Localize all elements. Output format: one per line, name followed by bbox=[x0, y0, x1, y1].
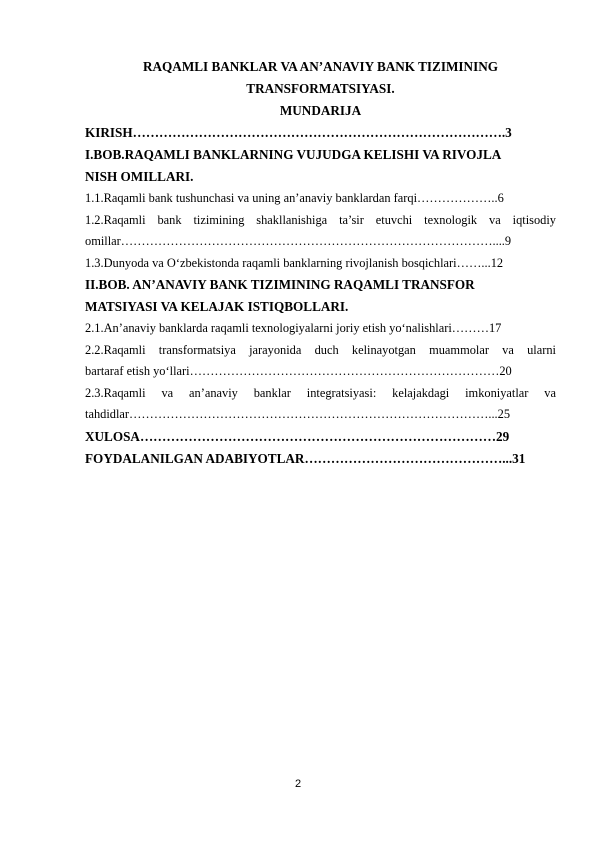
page-number: 2 bbox=[294, 778, 302, 790]
toc-entry-2-2-line-1: 2.2.Raqamli transformatsiya jarayonida duch kelinayotgan muammolar va ularni bbox=[85, 342, 556, 357]
toc-entry-1-2-line-1: 1.2.Raqamli bank tizimining shakllanishiga ta’sir etuvchi texnologik va iqtisodiy bbox=[85, 212, 556, 227]
toc-entry-intro: KIRISH………………………………………………………………………….3 bbox=[85, 125, 512, 140]
toc-entry-1-2-line-2: omillar………………………………………………………………………………....9 bbox=[85, 234, 512, 248]
toc-entry-1-3: 1.3.Dunyoda va O‘zbekistonda raqamli banklarning rivojlanish bosqichlari……...12 bbox=[85, 255, 504, 270]
toc-chapter-2-line-1: II.BOB. AN’ANAVIY BANK TIZIMINING RAQAMLI TRANSFOR bbox=[85, 277, 475, 292]
toc-chapter-1-line-1: I.BOB.RAQAMLI BANKLARNING VUJUDGA KELISHI VA RIVOJLA bbox=[85, 147, 502, 162]
toc-entry-conclusion: XULOSA………………………………………………………………………29 bbox=[85, 428, 510, 444]
toc-entry-2-3-line-2: tahdidlar……………………………………………………………………………...25 bbox=[85, 407, 511, 421]
toc-chapter-1-line-2: NISH OMILLARI. bbox=[85, 169, 194, 184]
toc-chapter-2-line-2: MATSIYASI VA KELAJAK ISTIQBOLLARI. bbox=[85, 299, 349, 314]
contents-block bbox=[85, 56, 556, 470]
document-title-line-1: RAQAMLI BANKLAR VA AN’ANAVIY BANK TIZIMINING bbox=[142, 59, 498, 74]
toc-entry-2-1: 2.1.An’anaviy banklarda raqamli texnologiyalarni joriy etish yo‘nalishlari………17 bbox=[85, 321, 502, 335]
toc-entry-2-3-line-1: 2.3.Raqamli va an’anaviy banklar integratsiyasi: kelajakdagi imkoniyatlar va bbox=[85, 385, 556, 400]
toc-entry-1-1: 1.1.Raqamli bank tushunchasi va uning an’anaviy banklardan farqi………………..6 bbox=[85, 191, 504, 205]
document-title-line-2: TRANSFORMATSIYASI. bbox=[246, 81, 395, 96]
toc-entry-references: FOYDALANILGAN ADABIYOTLAR………………………………………...31 bbox=[85, 450, 526, 466]
contents-heading: MUNDARIJA bbox=[279, 103, 362, 118]
toc-entry-2-2-line-2: bartaraf etish yo‘llari…………………………………………………………………20 bbox=[85, 364, 512, 378]
